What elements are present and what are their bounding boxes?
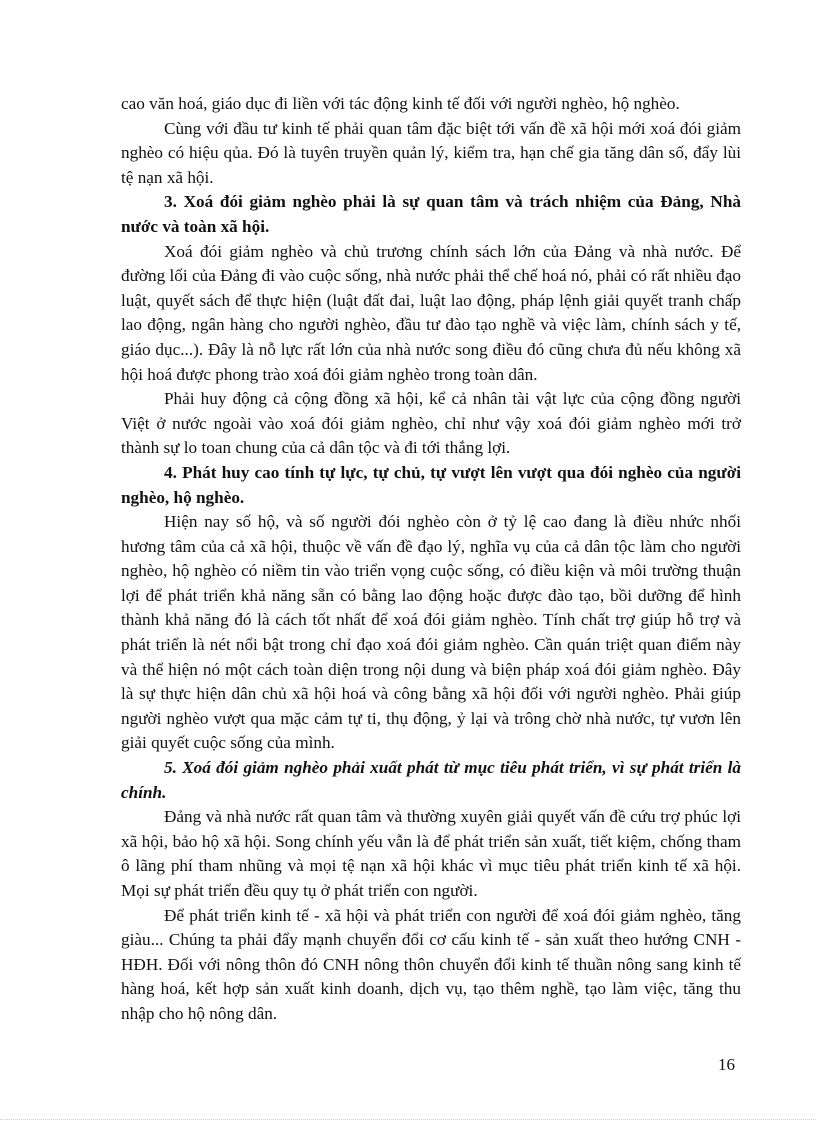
paragraph: Hiện nay số hộ, và số người đói nghèo còn ở tỷ lệ cao đang là điều nhức nhối hương tâm của cả xã hội, thuộc về vấn đề đạo lý, nghĩa vụ của cả dân tộc làm cho người nghèo, hộ nghèo có niềm tin vào triển vọng cuộc sống, có điều kiện và môi trường thuận lợi để phát triển khả năng sẵn có bằng lao động hoặc được đào tạo, bồi dưỡng để hình thành khả năng đó là cách tốt nhất để xoá đói giảm nghèo. Tính chất trợ giúp hỗ trợ và phát triển là nét nổi bật trong chỉ đạo xoá đói giảm nghèo. Cần quán triệt quan điểm này và thể hiện nó một cách toàn diện trong nội dung và biện pháp xoá đói giảm nghèo. Đây là sự thực hiện dân chủ xã hội hoá và công bằng xã hội đối với người nghèo. Phải giúp người nghèo vượt qua mặc cảm tự ti, thụ động, ỷ lại và trông chờ nhà nước, tự vươn lên giải quyết cuộc sống của mình. xyxy=(121,512,741,753)
paragraph: Đảng và nhà nước rất quan tâm và thường xuyên giải quyết vấn đề cứu trợ phúc lợi xã hội, bảo hộ xã hội. Song chính yếu vẫn là để phát triển sản xuất, tiết kiệm, chống tham ô lãng phí tham nhũng và mọi tệ nạn xã hội khác vì mục tiêu phát triển kinh tế xã hội. Mọi sự phát triển đều quy tụ ở phát triển con người. xyxy=(121,807,741,900)
section-heading-3: 3. Xoá đói giảm nghèo phải là sự quan tâm và trách nhiệm của Đảng, Nhà nước và toàn xã hội. xyxy=(121,192,741,236)
paragraph: Phải huy động cả cộng đồng xã hội, kể cả nhân tài vật lực của cộng đồng người Việt ở nước ngoài vào xoá đói giảm nghèo, chỉ như vậy xoá đói giảm nghèo mới trở thành sự lo toan chung của cả dân tộc và đi tới thắng lợi. xyxy=(121,389,741,458)
page-bottom-divider xyxy=(0,1119,816,1120)
paragraph: Xoá đói giảm nghèo và chủ trương chính sách lớn của Đảng và nhà nước. Để đường lối của Đảng đi vào cuộc sống, nhà nước phải thể chế hoá nó, phải có rất nhiều đạo luật, quyết sách để thực hiện (luật đất đai, luật lao động, pháp lệnh giải quyết tranh chấp lao động, ngân hàng cho người nghèo, đầu tư đào tạo nghề và việc làm, chính sách y tế, giáo dục...). Đây là nỗ lực rất lớn của nhà nước song điều đó cũng chưa đủ nếu không xã hội hoá được phong trào xoá đói giảm nghèo trong toàn dân. xyxy=(121,241,741,384)
document-body xyxy=(121,92,741,1027)
section-heading-4: 4. Phát huy cao tính tự lực, tự chủ, tự vượt lên vượt qua đói nghèo của người nghèo, hộ nghèo. xyxy=(121,462,741,507)
paragraph: Để phát triển kinh tế - xã hội và phát triển con người để xoá đói giảm nghèo, tăng giàu... Chúng ta phải đẩy mạnh chuyển đổi cơ cấu kinh tế - sản xuất theo hướng CNH - HĐH. Đối với nông thôn đó CNH nông thôn chuyển đổi kinh tế thuần nông sang kinh tế hàng hoá, kết hợp sản xuất kinh doanh, dịch vụ, tạo thêm nghề, tạo làm việc, tăng thu nhập cho hộ nông dân. xyxy=(121,905,741,1023)
paragraph: cao văn hoá, giáo dục đi liền với tác động kinh tế đối với người nghèo, hộ nghèo. xyxy=(121,94,680,113)
section-heading-5: 5. Xoá đói giảm nghèo phải xuất phát từ mục tiêu phát triển, vì sự phát triển là chính. xyxy=(121,758,741,802)
paragraph: Cùng với đầu tư kinh tế phải quan tâm đặc biệt tới vấn đề xã hội mới xoá đói giảm nghèo có hiệu qủa. Đó là tuyên truyền quản lý, kiểm tra, hạn chế gia tăng dân số, đẩy lùi tệ nạn xã hội. xyxy=(121,118,741,187)
page-number: 16 xyxy=(718,1055,735,1074)
